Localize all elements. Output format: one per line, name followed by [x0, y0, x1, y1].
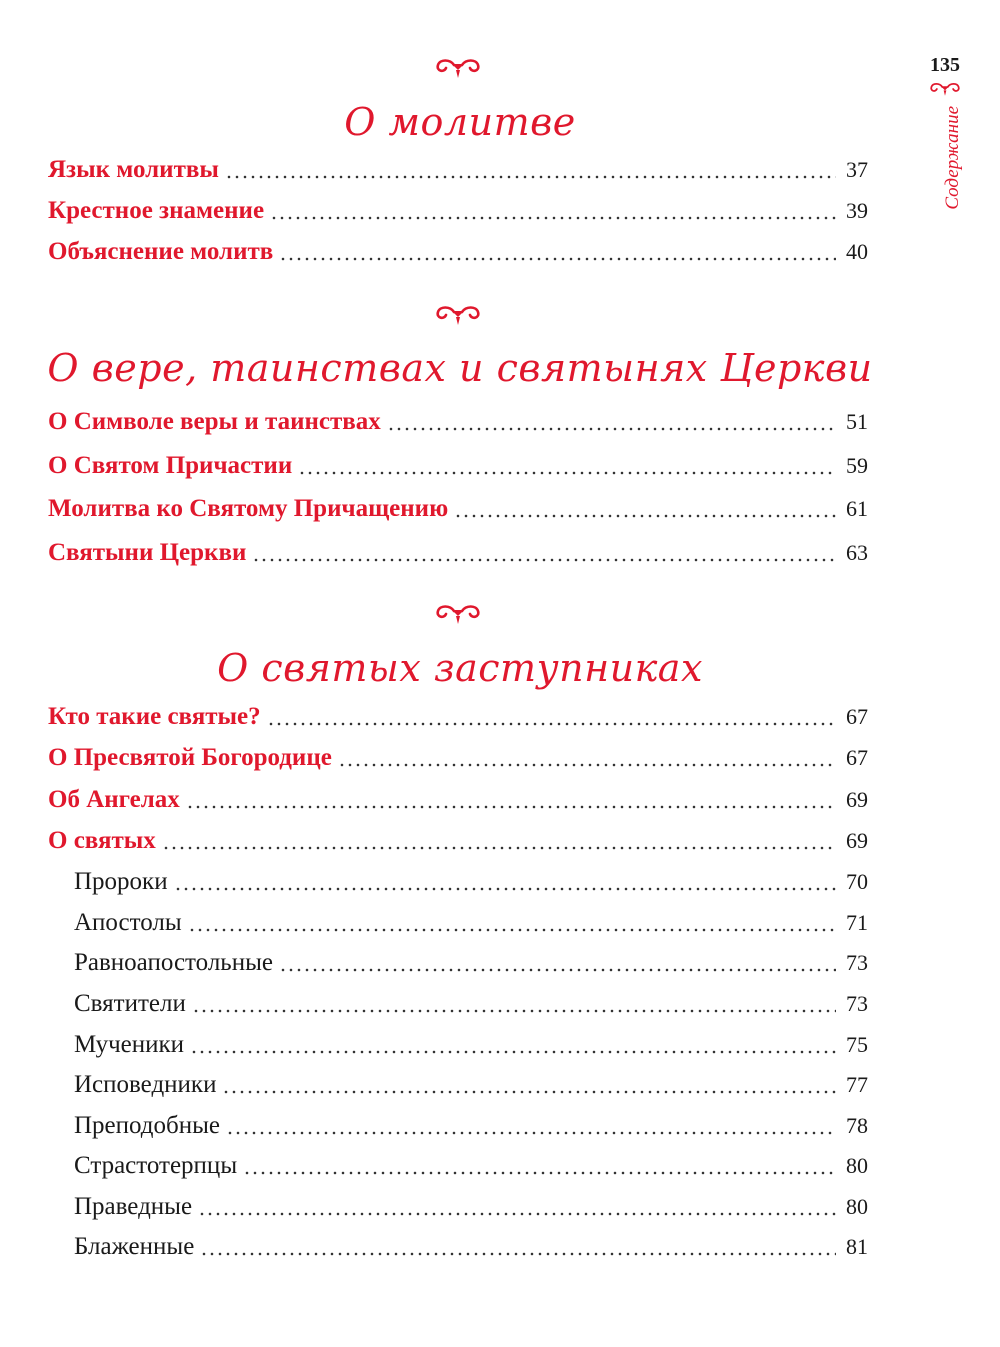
- toc-entry[interactable]: [48, 703, 868, 733]
- dot-leader: [188, 928, 836, 932]
- toc-entry-label: Крестное знамение: [48, 197, 265, 224]
- page-number: 135: [930, 54, 960, 76]
- toc-entry-page: 69: [846, 828, 868, 853]
- section-title: О вере, таинствах и святынях Церкви: [47, 346, 873, 390]
- dot-leader: [186, 805, 836, 809]
- dot-leader: [270, 216, 836, 220]
- section-title: О молитве: [344, 100, 576, 144]
- dot-leader: [279, 257, 836, 261]
- toc-entry-label: Святыни Церкви: [48, 539, 247, 566]
- toc-entry[interactable]: [48, 744, 868, 774]
- toc-entry-page: 61: [846, 496, 868, 521]
- toc-entry-page: 69: [846, 787, 868, 812]
- dot-leader: [387, 427, 836, 431]
- toc-entry-label: Молитва ко Святому Причащению: [48, 495, 449, 522]
- toc-entry[interactable]: [48, 786, 868, 816]
- toc-entry-label: Объяснение молитв: [48, 238, 274, 265]
- toc-entry[interactable]: [48, 827, 868, 857]
- toc-subentry-page: 75: [846, 1032, 868, 1057]
- toc-subentry-page: 73: [846, 991, 868, 1016]
- toc-entry-page: 40: [846, 239, 868, 264]
- ornament-icon: [430, 602, 486, 626]
- toc-subentry-label: Праведные: [74, 1193, 193, 1220]
- dot-leader: [174, 887, 836, 891]
- toc-entry-label: Об Ангелах: [48, 786, 180, 813]
- toc-subentry-page: 80: [846, 1153, 868, 1178]
- toc-subentry[interactable]: [74, 868, 868, 898]
- toc-subentry-label: Блаженные: [74, 1233, 195, 1260]
- toc-entry[interactable]: [48, 539, 868, 569]
- dot-leader: [200, 1252, 836, 1256]
- ornament-icon: [926, 80, 964, 98]
- toc-entry[interactable]: [48, 238, 868, 268]
- toc-entry[interactable]: [48, 408, 868, 438]
- dot-leader: [243, 1171, 836, 1175]
- toc-subentry-page: 78: [846, 1113, 868, 1138]
- dot-leader: [225, 175, 836, 179]
- dot-leader: [226, 1131, 836, 1135]
- toc-subentry-label: Святители: [74, 990, 186, 1017]
- toc-subentry-label: Преподобные: [74, 1112, 221, 1139]
- toc-subentry-label: Равноапостольные: [74, 949, 273, 976]
- toc-entry-label: О Символе веры и таинствах: [48, 408, 381, 435]
- dot-leader: [162, 846, 836, 850]
- toc-entry-page: 67: [846, 745, 868, 770]
- dot-leader: [454, 514, 836, 518]
- dot-leader: [298, 471, 836, 475]
- toc-entry-label: О святых: [48, 827, 156, 854]
- toc-entry-page: 39: [846, 198, 868, 223]
- toc-subentry-page: 77: [846, 1072, 868, 1097]
- toc-subentry-label: Исповедники: [74, 1071, 217, 1098]
- toc-entry-label: Язык молитвы: [48, 156, 219, 183]
- toc-entry-page: 67: [846, 704, 868, 729]
- toc-subentry-page: 80: [846, 1194, 868, 1219]
- toc-subentry-page: 81: [846, 1234, 868, 1259]
- toc-subentry[interactable]: [74, 990, 868, 1020]
- toc-subentry-page: 71: [846, 910, 868, 935]
- toc-subentry-label: Страстотерпцы: [74, 1152, 238, 1179]
- toc-entry-label: Кто такие святые?: [48, 703, 261, 730]
- toc-subentry[interactable]: [74, 1031, 868, 1061]
- toc-entry-label: О Святом Причастии: [48, 452, 293, 479]
- toc-entry[interactable]: [48, 452, 868, 482]
- ornament-icon: [430, 303, 486, 327]
- toc-subentry[interactable]: [74, 1152, 868, 1182]
- toc-subentry-label: Пророки: [74, 868, 168, 895]
- dot-leader: [338, 763, 836, 767]
- dot-leader: [267, 722, 836, 726]
- toc-entry-page: 51: [846, 409, 868, 434]
- dot-leader: [279, 968, 836, 972]
- toc-subentry[interactable]: [74, 1233, 868, 1263]
- toc-subentry[interactable]: [74, 1071, 868, 1101]
- toc-subentry[interactable]: [74, 949, 868, 979]
- dot-leader: [190, 1050, 836, 1054]
- ornament-icon: [430, 56, 486, 80]
- dot-leader: [252, 558, 836, 562]
- running-head-label: Содержание: [942, 106, 963, 210]
- section-title: О святых заступниках: [217, 646, 703, 690]
- toc-entry-page: 37: [846, 157, 868, 182]
- toc-subentry-page: 73: [846, 950, 868, 975]
- toc-entry[interactable]: [48, 197, 868, 227]
- toc-entry[interactable]: [48, 156, 868, 186]
- dot-leader: [198, 1212, 836, 1216]
- toc-entry[interactable]: [48, 495, 868, 525]
- toc-subentry-page: 70: [846, 869, 868, 894]
- toc-subentry-label: Мученики: [74, 1031, 185, 1058]
- dot-leader: [192, 1009, 836, 1013]
- toc-subentry[interactable]: [74, 1193, 868, 1223]
- toc-subentry[interactable]: [74, 909, 868, 939]
- toc-subentry-label: Апостолы: [74, 909, 182, 936]
- toc-entry-page: 59: [846, 453, 868, 478]
- toc-entry-page: 63: [846, 540, 868, 565]
- toc-entry-label: О Пресвятой Богородице: [48, 744, 332, 771]
- toc-subentry[interactable]: [74, 1112, 868, 1142]
- dot-leader: [222, 1090, 836, 1094]
